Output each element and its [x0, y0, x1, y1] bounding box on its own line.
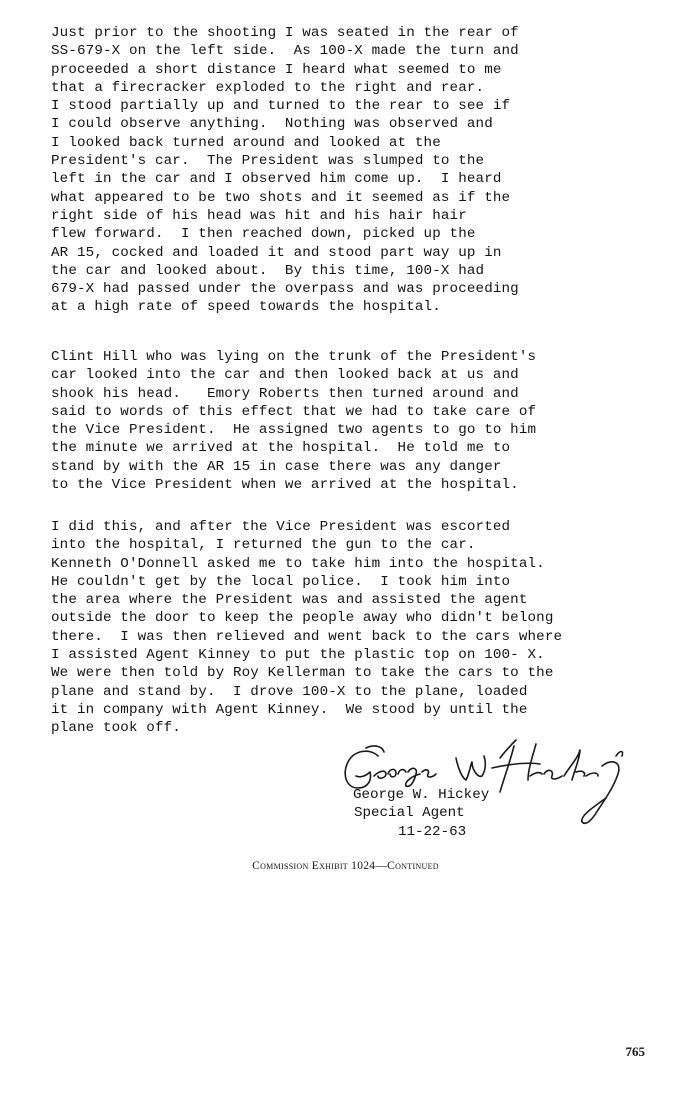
- paragraph-hospital: I did this, and after the Vice President was escorted into the hospital, I returned the gun to the car. Kenneth O'Donnell asked me to take him into the hospital. He couldn't get by the local police. I took him into the area where the President was and assisted the agent outside the door to keep the people away who didn't belong there. I was then relieved and went back to the cars where I assisted Agent Kinney to put the plastic top on 100- X. We were then told by Roy Kellerman to take the cars to the plane and stand by. I drove 100-X to the plane, loaded it in company with Agent Kinney. We stood by until the plane took off.: [51, 519, 563, 737]
- signature-block: [330, 736, 630, 856]
- signature-date: 11-22-63: [398, 824, 467, 840]
- exhibit-caption: Commission Exhibit 1024—Continued: [252, 860, 439, 872]
- signatory-title: Special Agent: [354, 805, 465, 821]
- page-number: 765: [625, 1044, 645, 1059]
- signatory-name: George W. Hickey: [353, 787, 490, 803]
- paragraph-clint-hill: Clint Hill who was lying on the trunk of the President's car looked into the car and then looked back at us and shook his head. Emory Roberts then turned around and said to words of this effect that we had to take care of the Vice President. He assigned two agents to go to him the minute we arrived at the hospital. He told me to stand by with the AR 15 in case there was any danger to the Vice President when we arrived at the hospital.: [51, 349, 537, 494]
- paragraph-shooting-account: Just prior to the shooting I was seated in the rear of SS-679-X on the left side. As 100-X made the turn and proceeded a short distance I heard what seemed to me that a firecracker exploded to the right and rear. I stood partially up and turned to the rear to see if I could observe anything. Nothing was observed and I looked back turned around and looked at the President's car. The President was slumped to the left in the car and I observed him come up. I heard what appeared to be two shots and it seemed as if the right side of his head was hit and his hair hair flew forward. I then reached down, picked up the AR 15, cocked and loaded it and stood part way up in the car and looked about. By this time, 100-X had 679-X had passed under the overpass and was proceeding at a high rate of speed towards the hospital.: [51, 25, 519, 316]
